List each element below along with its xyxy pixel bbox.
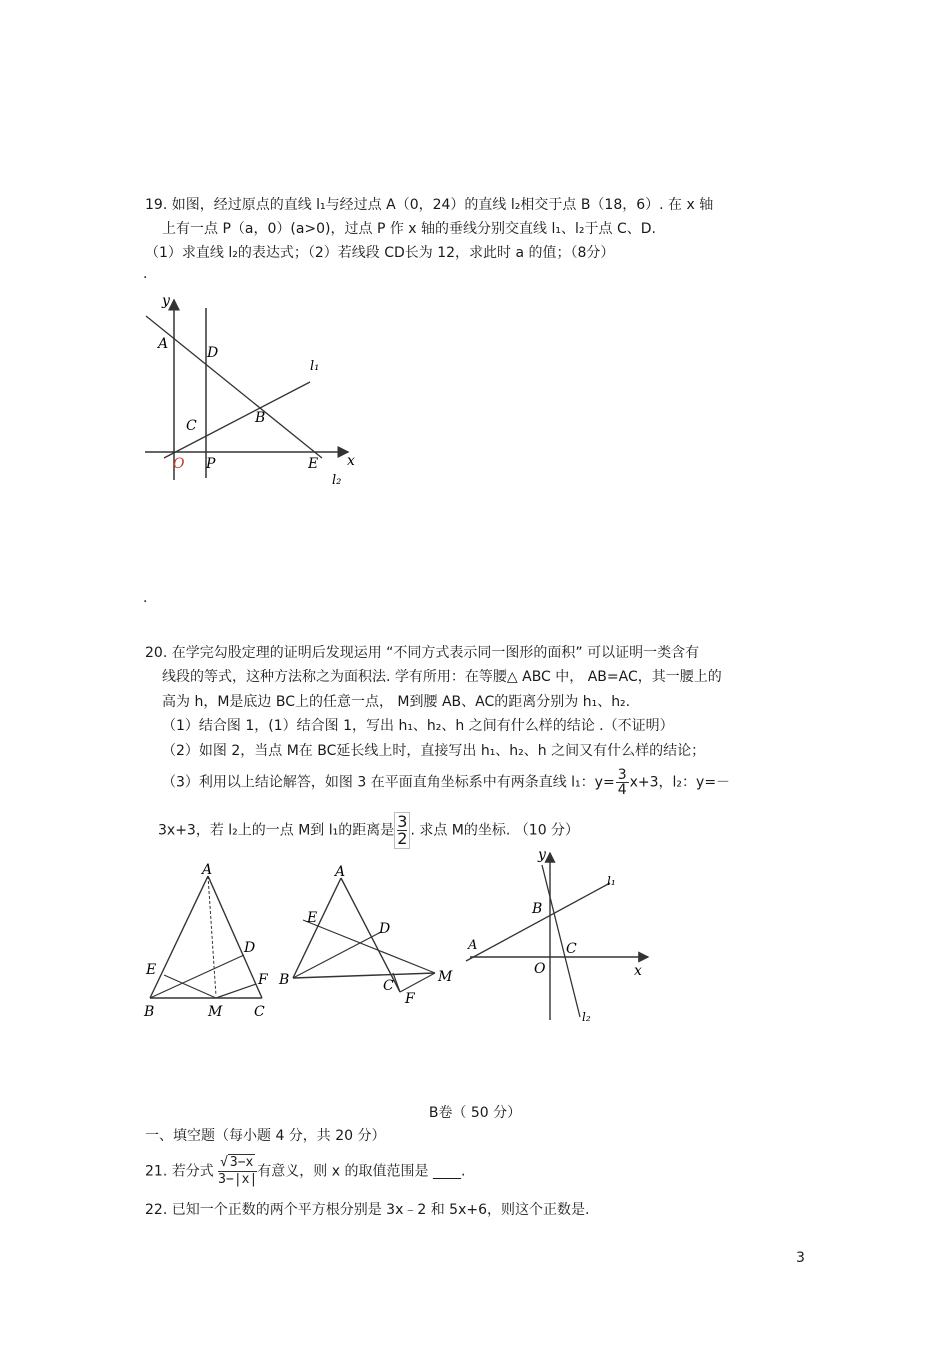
stray-dot: .: [143, 266, 148, 282]
label-l1: l₁: [607, 874, 616, 888]
q20-item-1: （1）结合图 1，(1）结合图 1，写出 h₁、h₂、h 之间有什么样的结论 .（不证明）: [162, 718, 674, 734]
q20-item-2: （2）如图 2，当点 M在 BC延长线上时，直接写出 h₁、h₂、h 之间又有什么样的结论；: [162, 743, 706, 759]
q21-radicand: 3−x: [229, 1155, 254, 1170]
label-x: x: [634, 963, 642, 979]
fill-blank-section-title: 一、填空题（每小题 4 分，共 20 分）: [145, 1128, 386, 1144]
label-c: C: [566, 941, 577, 957]
label-b: B: [144, 1004, 155, 1020]
q21-denominator: 3−|x|: [218, 1172, 258, 1187]
label-c: C: [254, 1004, 265, 1020]
label-c: C: [383, 978, 394, 994]
label-m: M: [208, 1004, 223, 1020]
q19-line-3: （1）求直线 l₂的表达式；（2）若线段 CD长为 12，求此时 a 的值；（8分）: [145, 245, 615, 261]
q20-figure-3: [462, 845, 662, 1025]
label-a: A: [335, 864, 346, 880]
label-a: A: [202, 862, 213, 878]
label-a: A: [158, 336, 169, 352]
label-b: B: [532, 901, 543, 917]
q21-line: [145, 1155, 465, 1188]
label-e: E: [307, 910, 318, 926]
label-f: F: [258, 972, 268, 988]
q20-last-post: . 求点 M的坐标. （10 分）: [410, 822, 580, 839]
line-l2: [146, 316, 322, 458]
page-number: 3: [796, 1250, 805, 1266]
q22-line: 22. 已知一个正数的两个平方根分别是 3x﹣2 和 5x+6，则这个正数是.: [145, 1202, 590, 1218]
fraction-3-4: [616, 768, 629, 797]
frac-numerator: 3: [397, 812, 408, 831]
q20-line-3: 高为 h，M是底边 BC上的任意一点， M到腰 AB、AC的距离分别为 h₁、h₂.: [162, 694, 631, 710]
q20-item-3: [162, 768, 730, 797]
q20-line-1: 20. 在学完勾股定理的证明后发现运用 “不同方式表示同一图形的面积” 可以证明一类含有: [145, 645, 700, 661]
label-e: E: [146, 962, 157, 978]
q20-figure-2: [275, 860, 465, 1010]
label-o: O: [173, 456, 185, 472]
label-b: B: [255, 410, 266, 426]
label-c: C: [186, 418, 197, 434]
q20-last-pre: 3x+3，若 l₂上的一点 M到 l₁的距离是: [158, 822, 395, 839]
q20-line-2: 线段的等式，这种方法称之为面积法. 学有所用：在等腰△ ABC 中， AB=AC，其一腰上的: [162, 669, 722, 685]
label-y: y: [538, 847, 546, 863]
label-x: x: [347, 453, 355, 469]
frac-numerator: 3: [617, 767, 627, 783]
q19-line-2: 上有一点 P（a，0）(a>0)，过点 P 作 x 轴的垂线分别交直线 l₁、l₂于点 C、D.: [162, 221, 656, 237]
frac-denominator: 4: [617, 782, 627, 798]
label-d: D: [244, 940, 256, 956]
frac-denominator: 2: [397, 829, 408, 848]
label-l1: l₁: [310, 359, 320, 374]
fraction-3-2: [394, 812, 410, 849]
q21-pre: 21. 若分式: [145, 1163, 214, 1180]
part-b-title: B卷（ 50 分）: [428, 1105, 522, 1121]
label-y: y: [162, 293, 170, 309]
label-p: P: [206, 456, 216, 472]
label-o: O: [534, 961, 546, 977]
label-e: E: [308, 456, 319, 472]
label-l2: l₂: [332, 473, 342, 488]
q20-figure-1: [140, 860, 275, 1020]
label-a: A: [468, 938, 478, 953]
q20-item-3-post: x+3，l₂：y=－: [629, 774, 731, 791]
label-b: B: [279, 972, 290, 988]
q20-item-3-pre: （3）利用以上结论解答，如图 3 在平面直角坐标系中有两条直线 l₁：y=: [162, 774, 615, 791]
label-d: D: [379, 921, 391, 937]
q21-post: 有意义，则 x 的取值范围是 ____.: [257, 1163, 466, 1180]
q21-numerator: √ 3−x: [218, 1155, 257, 1172]
stray-dot: .: [143, 590, 148, 606]
label-l2: l₂: [582, 1010, 591, 1024]
label-d: D: [207, 345, 219, 361]
label-m: M: [438, 969, 453, 985]
q19-figure: [140, 290, 370, 490]
q20-line-last: [158, 812, 579, 849]
q21-fraction: [218, 1155, 257, 1188]
q19-line-1: 19. 如图，经过原点的直线 l₁与经过点 A（0，24）的直线 l₂相交于点 B（18，6）. 在 x 轴: [145, 197, 714, 213]
label-f: F: [405, 991, 415, 1007]
